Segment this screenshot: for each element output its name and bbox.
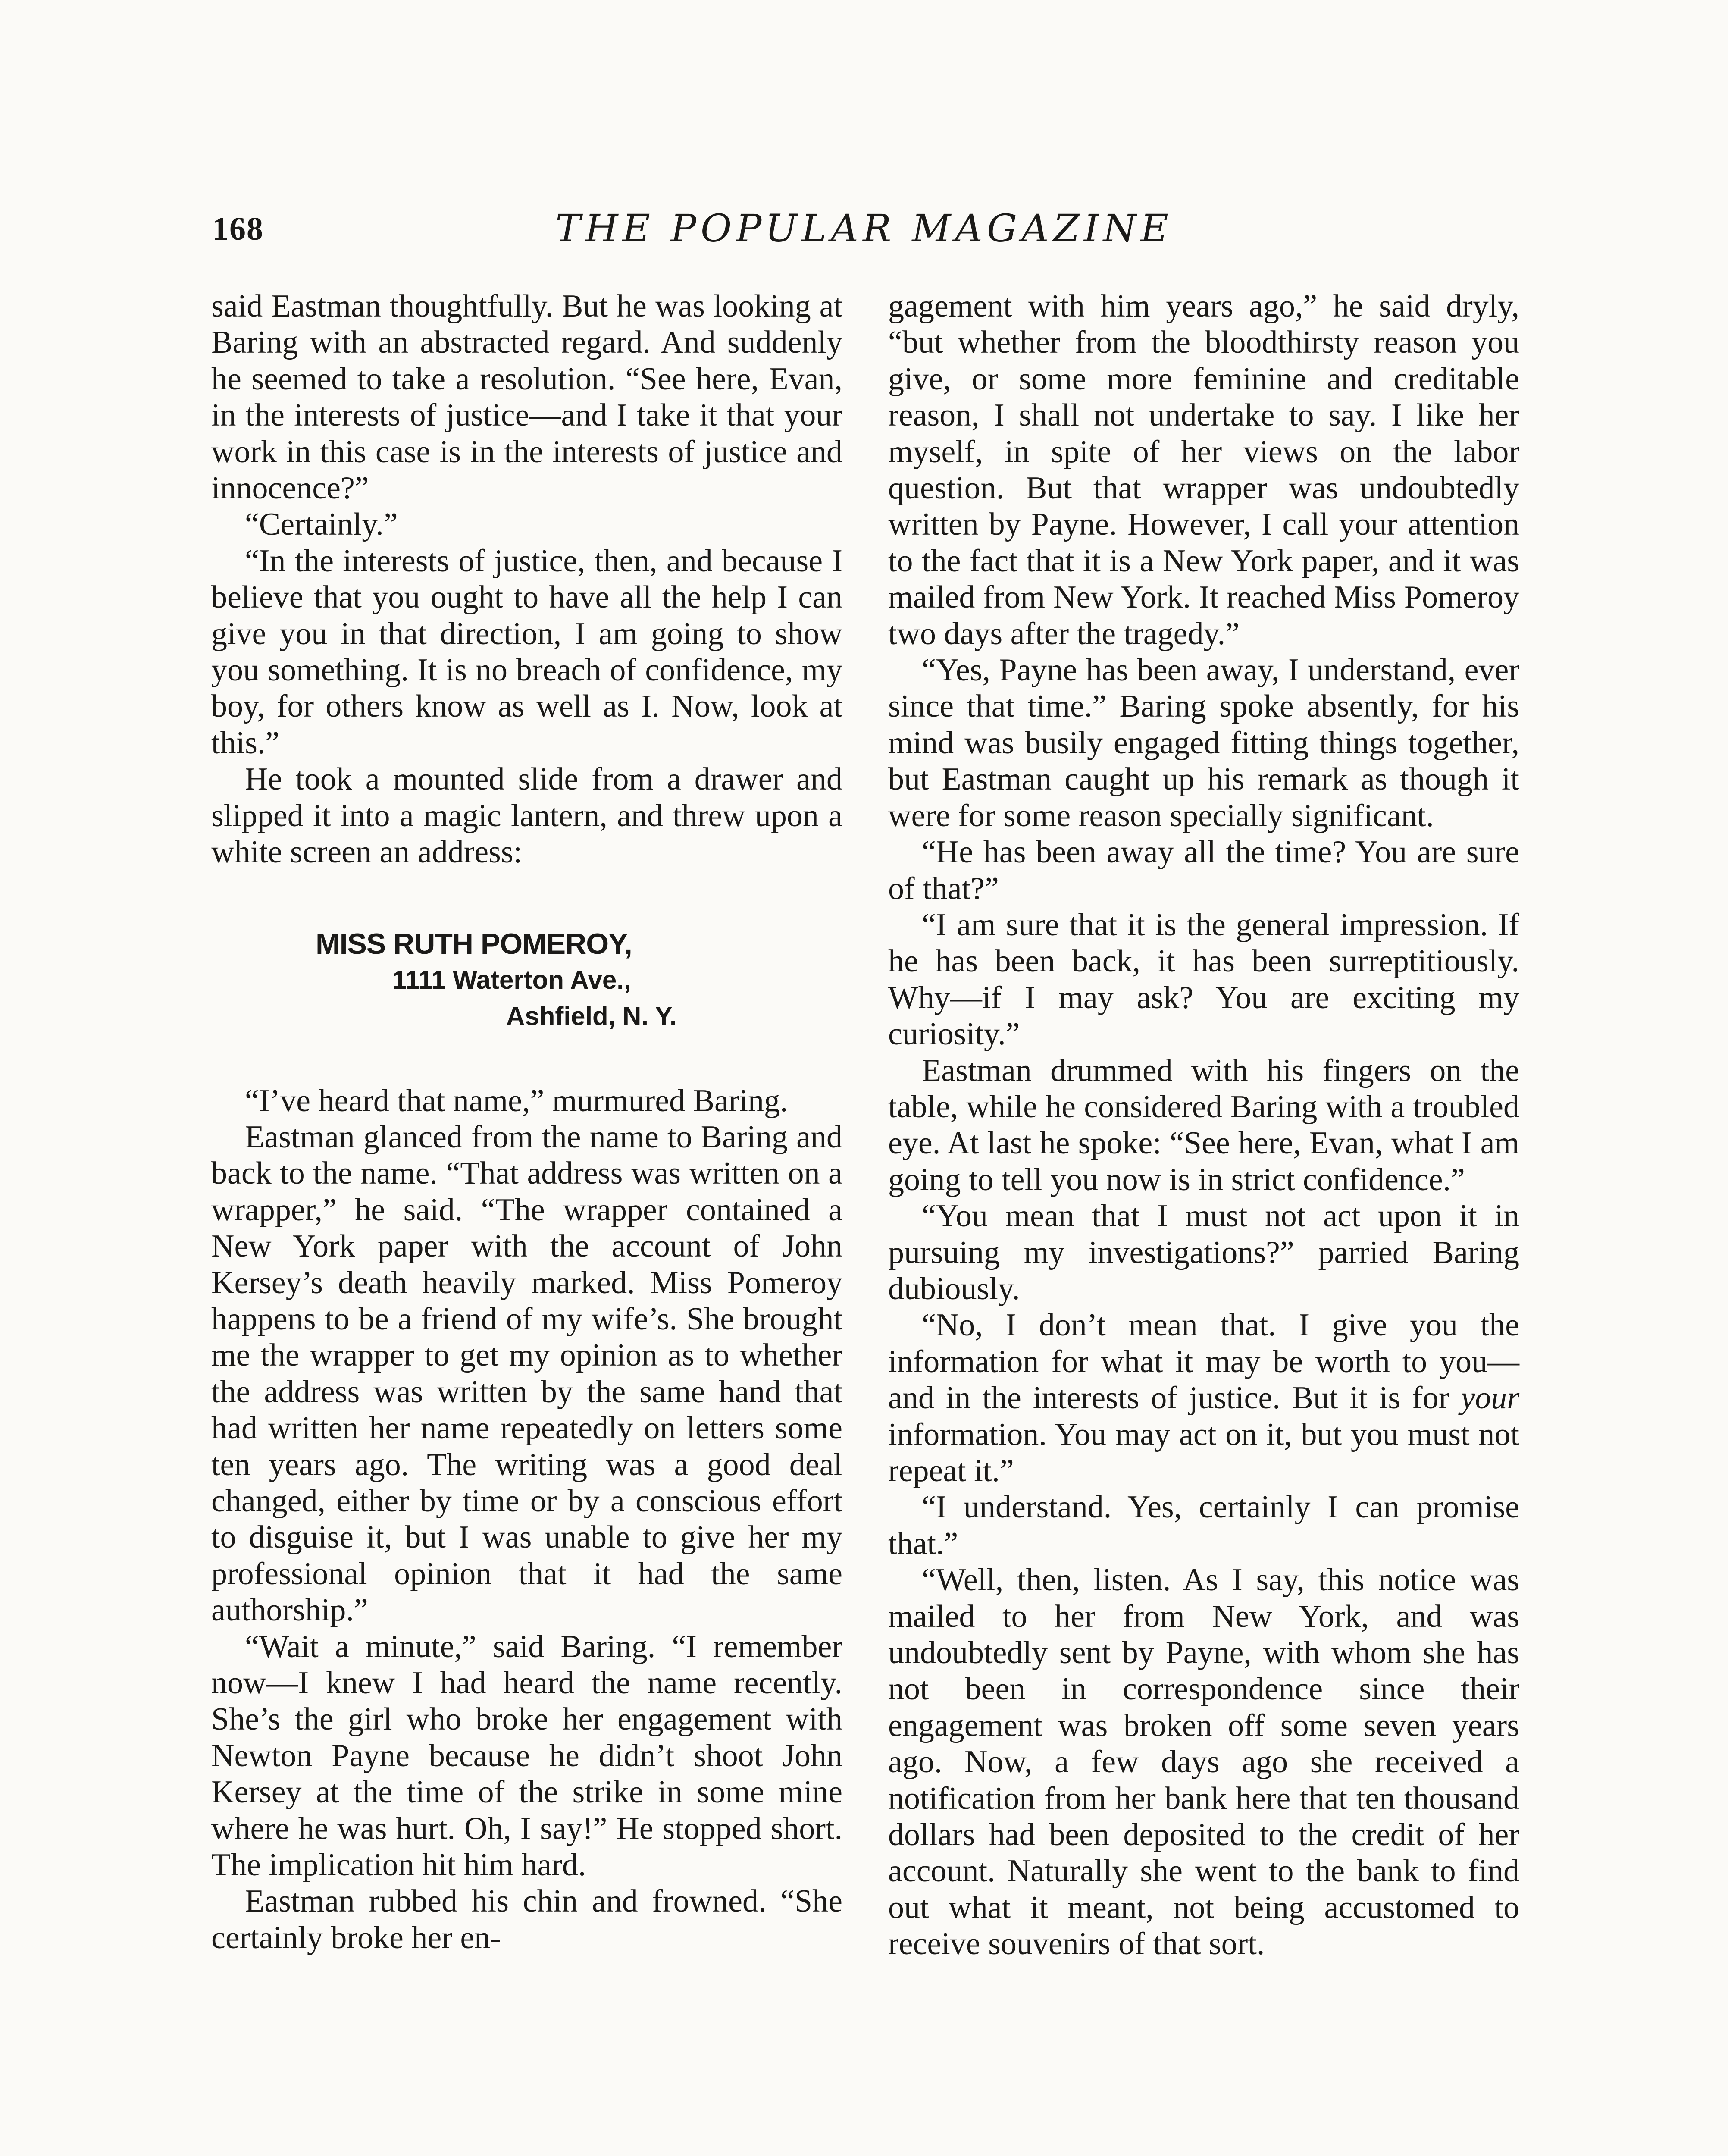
paragraph: Eastman rubbed his chin and frowned. “She certainly broke her en- — [211, 1883, 842, 1955]
left-column — [211, 288, 842, 1956]
paragraph: “He has been away all the time? You are sure of that?” — [888, 834, 1519, 906]
paragraph: “Wait a minute,” said Baring. “I remember now—I knew I had heard the name recently. She’s the girl who broke her engagement with Newton Payne because he didn’t shoot John Kersey at the time of the strike in some mine where he was hurt. Oh, I say!” He stopped short. The implication hit him hard. — [211, 1629, 842, 1883]
paragraph: “I’ve heard that name,” murmured Baring. — [245, 1083, 788, 1119]
page-number: 168 — [212, 211, 264, 247]
paragraph: He took a mounted slide from a drawer and slipped it into a magic lantern, and threw upon a white screen an address: — [211, 761, 842, 870]
paragraph: Eastman drummed with his fingers on the table, while he considered Baring with a troubled eye. At last he spoke: “See here, Evan, what I am going to tell you now is in strict confidence.” — [888, 1053, 1519, 1197]
address-block — [211, 926, 842, 1034]
paragraph: “In the interests of justice, then, and because I believe that you ought to have all the help I can give you in that direction, I am going to show you something. It is no breach of confidence, my boy, for others know as well as I. Now, look at this.” — [211, 543, 842, 761]
magazine-title: THE POPULAR MAGAZINE — [555, 206, 1173, 251]
address-street: 1111 Waterton Ave., — [392, 965, 631, 994]
address-name: MISS RUTH POMEROY, — [316, 927, 632, 960]
paragraph-text: information. You may act on it, but you must not repeat it.” — [888, 1416, 1519, 1489]
emphasis: your — [1461, 1380, 1519, 1416]
paragraph — [888, 1307, 1519, 1489]
right-column — [888, 288, 1519, 1962]
paragraph: Eastman glanced from the name to Baring and back to the name. “That address was written on a wrapper,” he said. “The wrapper contained a New York paper with the account of John Kersey’s death heavily marked. Miss Pomeroy happens to be a friend of my wife’s. She brought me the wrapper to get my opinion as to whether the address was written by the same hand that had written her name repeatedly on letters some ten years ago. The writing was a good deal changed, either by time or by a conscious effort to disguise it, but I was unable to give her my professional opinion that it had the same authorship.” — [211, 1119, 842, 1628]
paragraph: “I understand. Yes, certainly I can promise that.” — [888, 1489, 1519, 1561]
paragraph: “Certainly.” — [245, 507, 398, 542]
paragraph: “I am sure that it is the general impression. If he has been back, it has been surreptitiously. Why—if I may ask? You are exciting my curiosity.” — [888, 907, 1519, 1052]
paragraph-text: “No, I don’t mean that. I give you the information for what it may be worth to you—and in the interests of justice. But it is for — [888, 1307, 1519, 1416]
paragraph: “Yes, Payne has been away, I understand, ever since that time.” Baring spoke absently, for his mind was busily engaged fitting things together, but Eastman caught up his remark as though it were for some reason specially significant. — [888, 652, 1519, 834]
paragraph: gagement with him years ago,” he said dryly, “but whether from the bloodthirsty reason you give, or some more feminine and creditable reason, I shall not undertake to say. I like her myself, in spite of her views on the labor question. But that wrapper was undoubtedly written by Payne. However, I call your attention to the fact that it is a New York paper, and it was mailed from New York. It reached Miss Pomeroy two days after the tragedy.” — [888, 288, 1519, 652]
paragraph: “Well, then, listen. As I say, this notice was mailed to her from New York, and was undoubtedly sent by Payne, with whom she has not been in correspondence since their engagement was broken off some seven years ago. Now, a few days ago she received a notification from her bank here that ten thousand dollars had been deposited to the credit of her account. Naturally she went to the bank to find out what it meant, not being accustomed to receive souvenirs of that sort. — [888, 1562, 1519, 1962]
paragraph: said Eastman thoughtfully. But he was looking at Baring with an abstracted regard. And suddenly he seemed to take a resolution. “See here, Evan, in the interests of justice—and I take it that your work in this case is in the interests of justice and innocence?” — [211, 288, 842, 506]
paragraph: “You mean that I must not act upon it in pursuing my investigations?” parried Baring dubiously. — [888, 1198, 1519, 1307]
address-city: Ashfield, N. Y. — [506, 1001, 677, 1031]
